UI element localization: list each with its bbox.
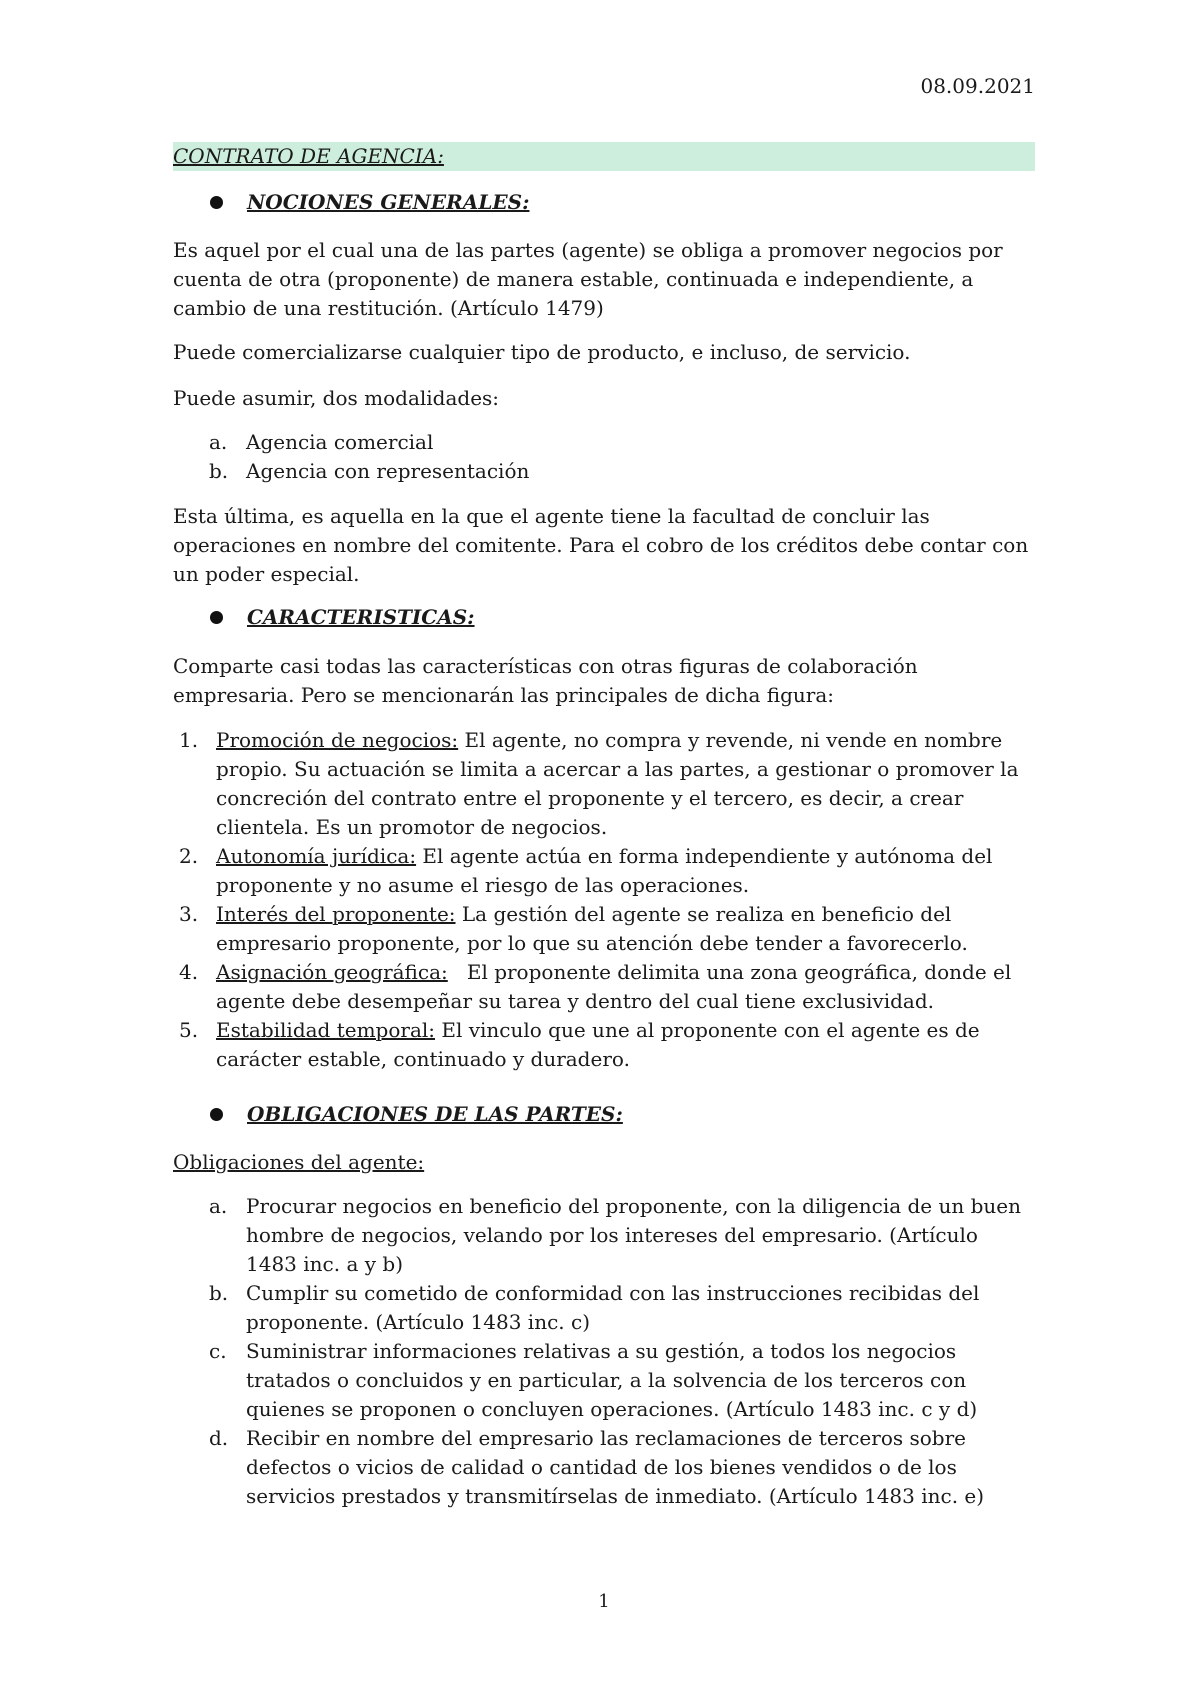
list-marker: c. [209, 1339, 227, 1363]
list-item [173, 1192, 1035, 1279]
modalidades-list [173, 428, 1035, 486]
section-heading-caracteristicas [210, 605, 475, 629]
section-heading-obligaciones [210, 1102, 623, 1126]
list-item-text: Agencia con representación [246, 459, 530, 483]
document-title: CONTRATO DE AGENCIA: [173, 142, 1035, 171]
list-marker: 5. [179, 1018, 199, 1042]
list-marker: b. [209, 1281, 229, 1305]
paragraph-modalidades-intro: Puede asumir, dos modalidades: [173, 386, 500, 410]
bullet-icon [210, 611, 223, 624]
list-item [173, 428, 1035, 457]
list-item [173, 842, 1035, 900]
list-item [173, 1279, 1035, 1337]
list-marker: 2. [179, 844, 199, 868]
list-item-term: Promoción de negocios: [216, 728, 459, 752]
list-item-text: Agencia comercial [246, 430, 434, 454]
section-heading-nociones [210, 190, 529, 214]
list-item-text: El agente, no compra y revende, ni vende en nombre propio. Su actuación se limita a acercar a las partes, a gestionar o promover la concreción del contrato entre el proponente y el tercero, es decir, a crear clientela. Es un promotor de negocios. [216, 728, 1019, 839]
list-marker: 3. [179, 902, 199, 926]
list-item [173, 726, 1035, 842]
list-item [173, 1424, 1035, 1511]
list-marker: b. [209, 459, 229, 483]
list-item [173, 1016, 1035, 1074]
list-item-text: El agente actúa en forma independiente y autónoma del proponente y no asume el riesgo de las operaciones. [216, 844, 993, 897]
bullet-icon [210, 196, 223, 209]
list-item-term: Estabilidad temporal: [216, 1018, 436, 1042]
list-item-text: Suministrar informaciones relativas a su gestión, a todos los negocios tratados o concluidos y en particular, a la solvencia de los terceros con quienes se proponen o concluyen operaciones. (Artículo 1483 inc. c y d) [246, 1339, 978, 1421]
bullet-icon [210, 1108, 223, 1121]
list-item [173, 1337, 1035, 1424]
list-marker: 1. [179, 728, 199, 752]
list-item [173, 457, 1035, 486]
list-marker: a. [209, 1194, 228, 1218]
paragraph-definicion: Es aquel por el cual una de las partes (agente) se obliga a promover negocios por cuenta de otra (proponente) de manera estable, continuada e independiente, a cambio de una restitución. (Artículo 1479) [173, 238, 1003, 320]
section-heading-text: OBLIGACIONES DE LAS PARTES: [247, 1102, 623, 1126]
list-item-text: El proponente delimita una zona geográfica, donde el agente debe desempeñar su tarea y dentro del cual tiene exclusividad. [216, 960, 1018, 1013]
list-item-term: Autonomía jurídica: [216, 844, 417, 868]
caracteristicas-list [173, 726, 1035, 1074]
list-item-text: Cumplir su cometido de conformidad con las instrucciones recibidas del proponente. (Artículo 1483 inc. c) [246, 1281, 980, 1334]
list-item [173, 900, 1035, 958]
page-number: 1 [598, 1591, 610, 1612]
list-item [173, 958, 1035, 1016]
list-marker: d. [209, 1426, 229, 1450]
section-heading-text: NOCIONES GENERALES: [247, 190, 530, 214]
list-item-text: Recibir en nombre del empresario las reclamaciones de terceros sobre defectos o vicios de calidad o cantidad de los bienes vendidos o de los servicios prestados y transmitírselas de inmediato. (Artículo 1483 inc. e) [246, 1426, 985, 1508]
document-date: 08.09.2021 [920, 74, 1035, 98]
paragraph-representacion: Esta última, es aquella en la que el agente tiene la facultad de concluir las operaciones en nombre del comitente. Para el cobro de los créditos debe contar con un poder especial. [173, 504, 1029, 586]
list-item-term: Asignación geográfica: [216, 960, 448, 984]
list-item-text: El vinculo que une al proponente con el agente es de carácter estable, continuado y duradero. [216, 1018, 980, 1071]
section-heading-text: CARACTERISTICAS: [247, 605, 475, 629]
paragraph-comercializacion: Puede comercializarse cualquier tipo de producto, e incluso, de servicio. [173, 340, 911, 364]
list-marker: 4. [179, 960, 199, 984]
subheading-obligaciones-agente: Obligaciones del agente: [173, 1150, 425, 1174]
paragraph-caracteristicas-intro: Comparte casi todas las características con otras figuras de colaboración empresaria. Pero se mencionarán las principales de dicha figura: [173, 654, 918, 707]
list-item-term: Interés del proponente: [216, 902, 456, 926]
obligaciones-list [173, 1192, 1035, 1511]
list-item-text: Procurar negocios en beneficio del proponente, con la diligencia de un buen hombre de negocios, velando por los intereses del empresario. (Artículo 1483 inc. a y b) [246, 1194, 1022, 1276]
list-marker: a. [209, 430, 228, 454]
list-item-text: La gestión del agente se realiza en beneficio del empresario proponente, por lo que su atención debe tender a favorecerlo. [216, 902, 968, 955]
